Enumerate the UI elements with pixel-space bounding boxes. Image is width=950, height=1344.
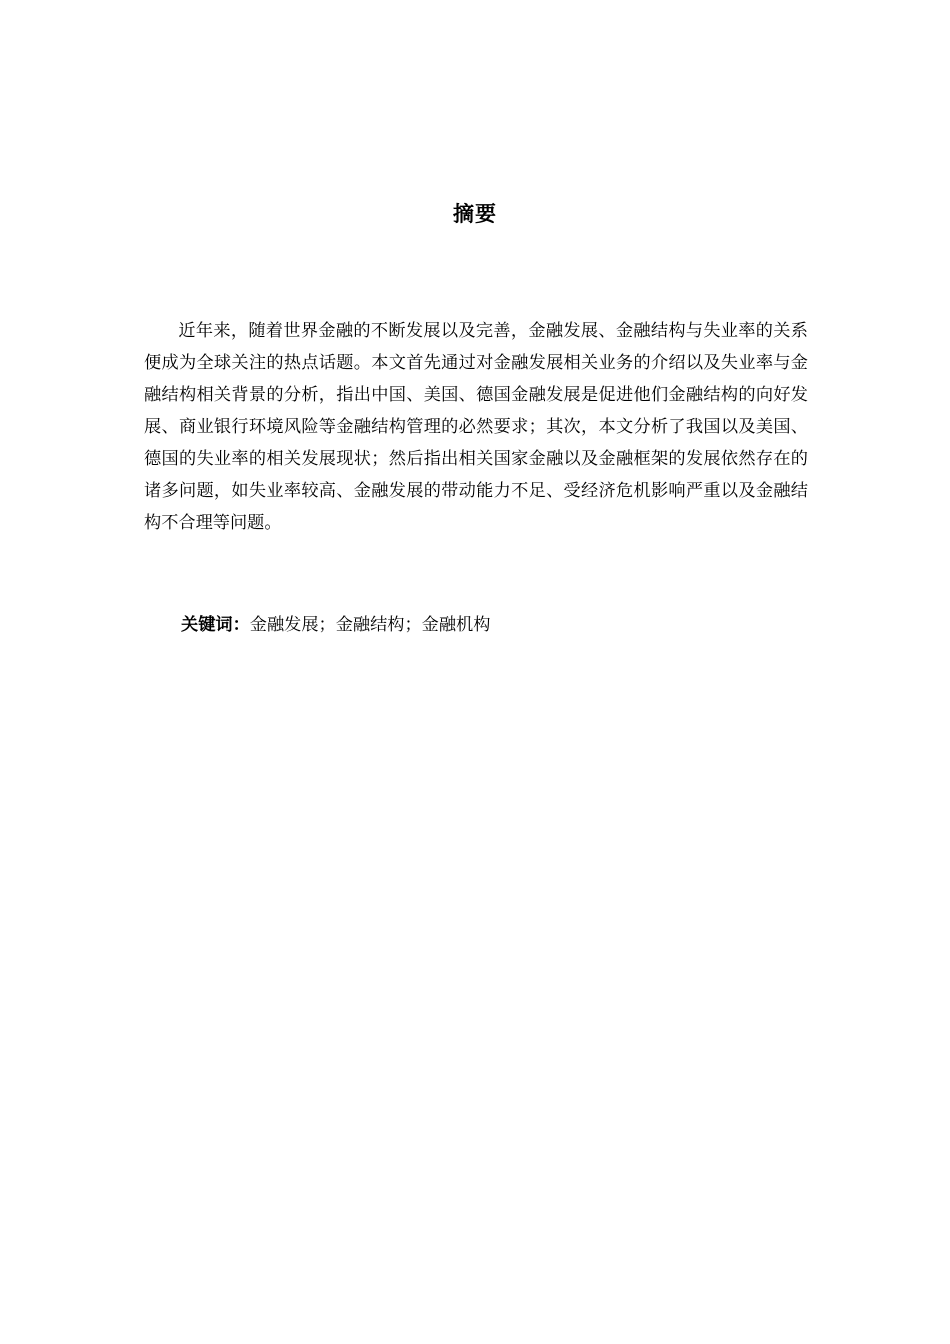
abstract-paragraph: 近年来，随着世界金融的不断发展以及完善，金融发展、金融结构与失业率的关系便成为全球关注的热点话题。本文首先通过对金融发展相关业务的介绍以及失业率与金融结构相关背景的分析，指出中国、美国、德国金融发展是促进他们金融结构的向好发展、商业银行环境风险等金融结构管理的必然要求；其次，本文分析了我国以及美国、德国的失业率的相关发展现状；然后指出相关国家金融以及金融框架的发展依然存在的诸多问题，如失业率较高、金融发展的带动能力不足、受经济危机影响严重以及金融结构不合理等问题。 <box>144 321 808 533</box>
keywords-value: 金融发展；金融结构；金融机构 <box>249 615 491 635</box>
page-title: 摘要 <box>453 202 497 226</box>
keywords-line <box>181 609 801 641</box>
keywords-label: 关键词： <box>181 615 250 635</box>
